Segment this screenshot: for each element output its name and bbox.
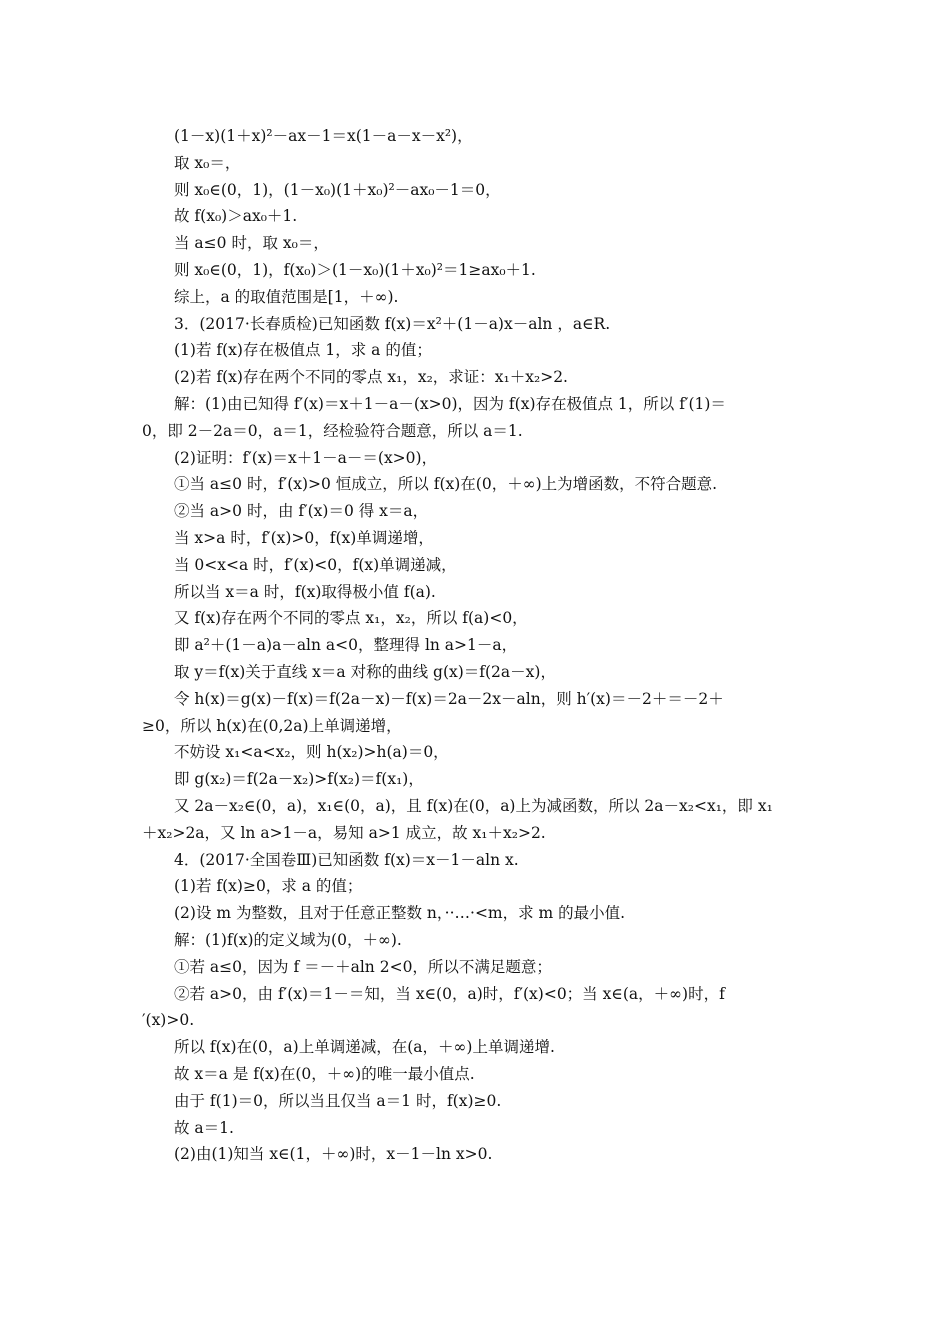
text-line: 令 h(x)＝g(x)－f(x)＝f(2a－x)－f(x)＝2a－2x－aln，则 h′(x)＝－2＋＝－2＋ — [174, 689, 724, 708]
text-line: 3．(2017·长春质检)已知函数 f(x)＝x²＋(1－a)x－aln ，a∈R. — [174, 314, 611, 333]
text-line: 当 a≤0 时，取 x₀＝， — [174, 234, 329, 253]
text-line: ②当 a>0 时，由 f′(x)＝0 得 x＝a， — [174, 502, 429, 521]
text-line: 即 a²＋(1－a)a－aln a<0，整理得 ln a>1－a， — [174, 636, 518, 655]
text-line: (2)证明：f′(x)＝x＋1－a－＝(x>0)， — [174, 448, 438, 467]
text-line: 当 0<x<a 时，f′(x)<0，f(x)单调递减， — [174, 555, 457, 574]
text-line: 取 y＝f(x)关于直线 x＝a 对称的曲线 g(x)＝f(2a－x)， — [174, 663, 556, 681]
text-line: 当 x>a 时，f′(x)>0，f(x)单调递增， — [174, 529, 434, 547]
text-line: ①若 a≤0，因为 f ＝－＋aln 2<0，所以不满足题意； — [174, 957, 552, 976]
text-line: (2)由(1)知当 x∈(1，＋∞)时，x－1－ln x>0. — [174, 1145, 493, 1164]
text-line: 解：(1)由已知得 f′(x)＝x＋1－a－(x>0)，因为 f(x)存在极值点 1，所以 f′(1)＝ — [174, 395, 726, 413]
text-line: (1)若 f(x)存在极值点 1，求 a 的值； — [174, 341, 432, 360]
text-line: 综上，a 的取值范围是[1，＋∞). — [174, 287, 399, 306]
text-line: (1)若 f(x)≥0，求 a 的值； — [174, 877, 363, 896]
text-line: 则 x₀∈(0，1)，(1－x₀)(1＋x₀)²－ax₀－1＝0， — [174, 180, 501, 199]
text-line: ②若 a>0，由 f′(x)＝1－＝知，当 x∈(0，a)时，f′(x)<0；当 x∈(a，＋∞)时，f — [174, 984, 725, 1003]
text-line: ＋x₂>2a，又 ln a>1－a，易知 a>1 成立，故 x₁＋x₂>2. — [142, 823, 546, 842]
text-line: (2)设 m 为整数，且对于任意正整数 n，··…·<m，求 m 的最小值. — [174, 904, 626, 923]
text-line: ①当 a≤0 时，f′(x)>0 恒成立，所以 f(x)在(0，＋∞)上为增函数，不符合题意. — [174, 475, 718, 494]
text-line: 故 f(x₀)＞ax₀＋1. — [174, 207, 298, 226]
text-line: (1－x)(1＋x)²－ax－1＝x(1－a－x－x²)， — [174, 127, 473, 145]
text-line: 解：(1)f(x)的定义域为(0，＋∞). — [174, 931, 402, 949]
text-line: 所以 f(x)在(0，a)上单调递减，在(a，＋∞)上单调递增. — [174, 1038, 555, 1057]
text-line: 取 x₀＝， — [174, 153, 241, 172]
text-line: 不妨设 x₁<a<x₂，则 h(x₂)>h(a)＝0， — [174, 743, 449, 762]
text-line: 由于 f(1)＝0，所以当且仅当 a＝1 时，f(x)≥0. — [174, 1091, 502, 1110]
text-line: 故 a＝1. — [174, 1118, 234, 1137]
text-line: 又 2a－x₂∈(0，a)，x₁∈(0，a)，且 f(x)在(0，a)上为减函数，所以 2a－x₂<x₁，即 x₁ — [174, 797, 773, 815]
text-line: 所以当 x＝a 时，f(x)取得极小值 f(a). — [174, 582, 436, 601]
text-line: 故 x＝a 是 f(x)在(0，＋∞)的唯一最小值点. — [174, 1065, 475, 1083]
text-line: 0，即 2－2a＝0，a＝1，经检验符合题意，所以 a＝1. — [142, 421, 523, 440]
text-line: ≥0，所以 h(x)在(0,2a)上单调递增， — [142, 716, 402, 735]
text-line: ′(x)>0. — [142, 1011, 195, 1030]
text-line: 则 x₀∈(0，1)，f(x₀)＞(1－x₀)(1＋x₀)²＝1≥ax₀＋1. — [174, 261, 536, 279]
text-line: 又 f(x)存在两个不同的零点 x₁，x₂，所以 f(a)<0， — [174, 609, 528, 628]
text-line: 即 g(x₂)＝f(2a－x₂)>f(x₂)＝f(x₁)， — [174, 770, 424, 789]
text-line: (2)若 f(x)存在两个不同的零点 x₁，x₂，求证：x₁＋x₂>2. — [174, 368, 568, 387]
text-line: 4．(2017·全国卷Ⅲ)已知函数 f(x)＝x－1－aln x. — [174, 850, 519, 869]
